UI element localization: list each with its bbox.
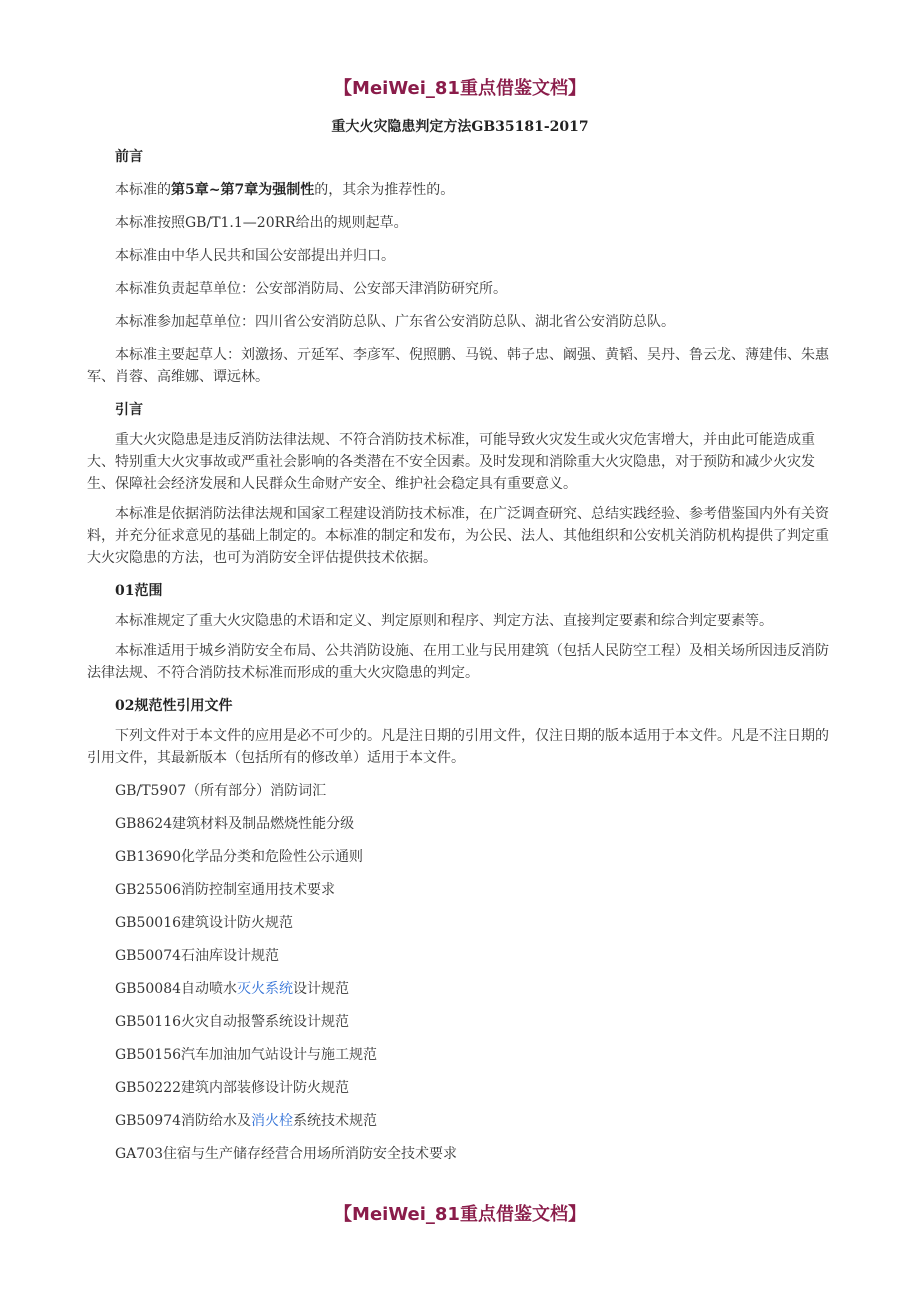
references-paragraph: 下列文件对于本文件的应用是必不可少的。凡是注日期的引用文件，仅注日期的版本适用于本文件。凡是不注日期的引用文件，其最新版本（包括所有的修改单）适用于本文件。 bbox=[87, 728, 829, 766]
foreword-heading: 前言 bbox=[115, 149, 143, 165]
foreword-paragraph: 本标准由中华人民共和国公安部提出并归口。 bbox=[115, 248, 395, 264]
references-heading: 02规范性引用文件 bbox=[115, 698, 233, 714]
reference-text: 设计规范 bbox=[293, 981, 350, 997]
reference-item: GB25506消防控制室通用技术要求 bbox=[115, 882, 336, 898]
intro-heading: 引言 bbox=[115, 402, 143, 418]
reference-item: GB50222建筑内部装修设计防火规范 bbox=[115, 1080, 350, 1096]
reference-item: GB50016建筑设计防火规范 bbox=[115, 915, 294, 931]
fire-hydrant-link[interactable]: 消火栓 bbox=[251, 1113, 294, 1129]
document-body bbox=[87, 146, 835, 1165]
header-banner: 【MeiWei_81重点借鉴文档】 bbox=[334, 78, 586, 99]
reference-item: GB50074石油库设计规范 bbox=[115, 948, 280, 964]
reference-item bbox=[87, 978, 835, 1000]
reference-text: GB50084自动喷水 bbox=[115, 981, 238, 997]
fire-extinguishing-system-link[interactable]: 灭火系统 bbox=[237, 981, 294, 997]
scope-paragraph: 本标准适用于城乡消防安全布局、公共消防设施、在用工业与民用建筑（包括人民防空工程）及相关场所因违反消防法律法规、不符合消防技术标准而形成的重大火灾隐患的判定。 bbox=[87, 643, 829, 681]
reference-item: GB50116火灾自动报警系统设计规范 bbox=[115, 1014, 350, 1030]
reference-item bbox=[87, 1110, 835, 1132]
reference-text: GB50974消防给水及 bbox=[115, 1113, 252, 1129]
foreword-paragraph: 本标准参加起草单位：四川省公安消防总队、广东省公安消防总队、湖北省公安消防总队。 bbox=[115, 314, 675, 330]
foreword-paragraph: 本标准负责起草单位：公安部消防局、公安部天津消防研究所。 bbox=[115, 281, 507, 297]
reference-item: GB/T5907（所有部分）消防词汇 bbox=[115, 783, 327, 799]
scope-paragraph: 本标准规定了重大火灾隐患的术语和定义、判定原则和程序、判定方法、直接判定要素和综合判定要素等。 bbox=[115, 613, 773, 629]
reference-item: GB8624建筑材料及制品燃烧性能分级 bbox=[115, 816, 355, 832]
foreword-paragraph: 本标准按照GB/T1.1—20RR给出的规则起草。 bbox=[115, 215, 408, 231]
foreword-text: 本标准的 bbox=[115, 182, 171, 198]
foreword-paragraph: 本标准主要起草人：刘激扬、亓延军、李彦军、倪照鹏、马锐、韩子忠、阚强、黄韬、吴丹、鲁云龙、薄建伟、朱惠军、肖蓉、高维娜、谭远林。 bbox=[87, 347, 829, 385]
foreword-paragraph bbox=[87, 179, 835, 201]
intro-paragraph: 重大火灾隐患是违反消防法律法规、不符合消防技术标准，可能导致火灾发生或火灾危害增大，并由此可能造成重大、特别重大火灾事故或严重社会影响的各类潜在不安全因素。及时发现和消除重大火灾隐患，对于预防和减少火灾发生、保障社会经济发展和人民群众生命财产安全、维护社会稳定具有重要意义。 bbox=[87, 432, 815, 492]
reference-item: GB50156汽车加油加气站设计与施工规范 bbox=[115, 1047, 378, 1063]
reference-item: GA703住宿与生产储存经营合用场所消防安全技术要求 bbox=[115, 1146, 458, 1162]
scope-heading: 01范围 bbox=[115, 583, 163, 599]
document-title: 重大火灾隐患判定方法GB35181-2017 bbox=[331, 119, 589, 135]
footer-banner: 【MeiWei_81重点借鉴文档】 bbox=[334, 1204, 586, 1225]
reference-text: 系统技术规范 bbox=[293, 1113, 378, 1129]
mandatory-chapters: 第5章~第7章为强制性 bbox=[171, 182, 315, 198]
reference-item: GB13690化学品分类和危险性公示通则 bbox=[115, 849, 364, 865]
foreword-text: 的，其余为推荐性的。 bbox=[314, 182, 455, 198]
intro-paragraph: 本标准是依据消防法律法规和国家工程建设消防技术标准，在广泛调查研究、总结实践经验、参考借鉴国内外有关资料，并充分征求意见的基础上制定的。本标准的制定和发布，为公民、法人、其他组织和公安机关消防机构提供了判定重大火灾隐患的方法，也可为消防安全评估提供技术依据。 bbox=[87, 506, 829, 566]
